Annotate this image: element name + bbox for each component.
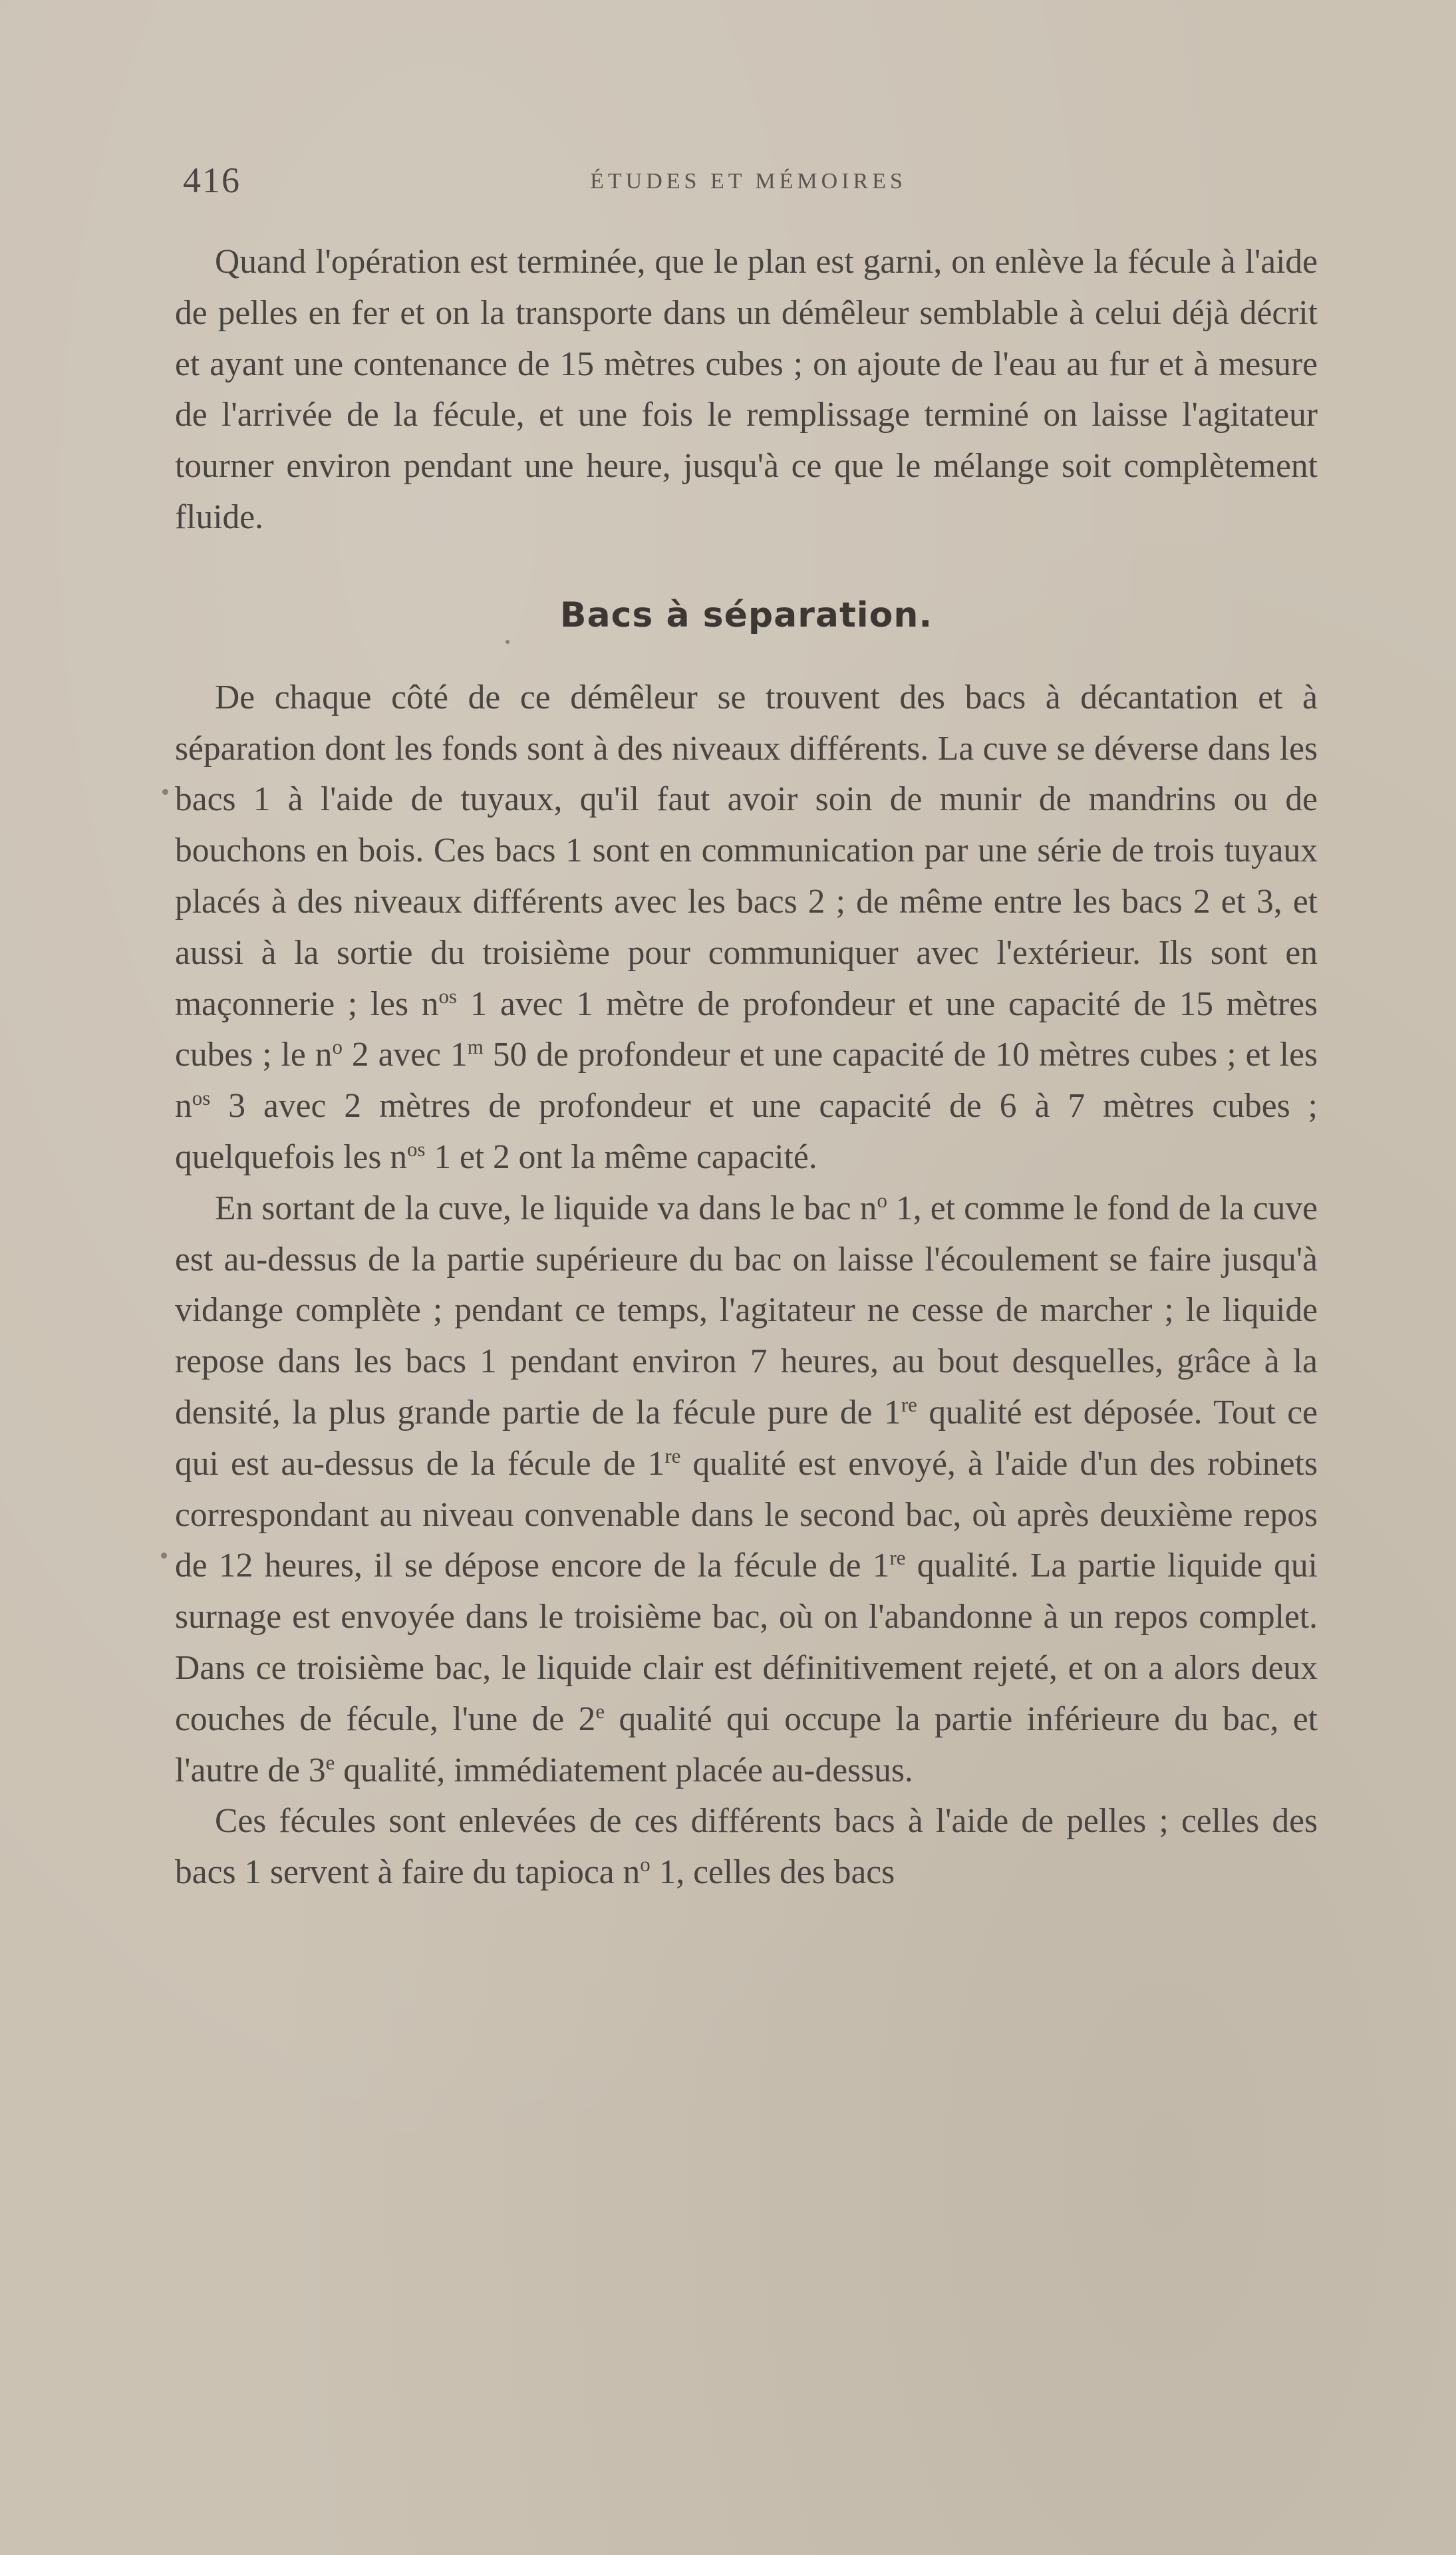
body-text <box>175 237 1318 1898</box>
section-heading: Bacs à séparation. <box>559 595 933 635</box>
paragraph-text: Quand l'opération est terminée, que le plan est garni, on enlève la fécule à l'aide de pelles en fer et on la transporte dans un démêleur semblable à celui déjà décrit et ayant une contenance de 15 mètres cubes ; on ajoute de l'eau au fur et à mesure de l'arrivée de la fécule, et une fois le remplissage terminé on laisse l'agitateur tourner environ pendant une heure, jusqu'à ce que le mélange soit complètement fluide. <box>175 243 1318 536</box>
text-run: qualité. La partie liquide qui surnage est envoyée dans le troisième bac, où on l'abandonne à un repos complet. Dans ce troisième bac, le liquide clair est définitivement rejeté, et on a alors deux couches de fécule, l'une de 2 <box>175 1547 1318 1738</box>
paragraph-cuve <box>175 1183 1318 1797</box>
superscript: re <box>901 1392 917 1416</box>
text-run: 1 avec 1 mètre de profondeur et une capacité de 15 mètres cubes ; le n <box>175 984 1318 1074</box>
text-run: 1, et comme le fond de la cuve est au-dessus de la partie supérieure du bac on laisse l'écoulement se faire jusqu'à vidange complète ; pendant ce temps, l'agitateur ne cesse de marcher ; le liquide repose dans les bacs 1 pendant environ 7 heures, au bout desquelles, grâce à la densité, la plus grande partie de la fécule pure de 1 <box>175 1189 1318 1431</box>
superscript: re <box>664 1443 681 1467</box>
superscript: o <box>640 1852 651 1876</box>
page-number: 416 <box>183 160 241 200</box>
text-run: 1 et 2 ont la même capacité. <box>425 1137 817 1176</box>
text-run: De chaque côté de ce démêleur se trouvent des bacs à décantation et à séparation dont les fonds sont à des niveaux différents. La cuve se déverse dans les bacs 1 à l'aide de tuyaux, qu'il faut avoir soin de munir de mandrins ou de bouchons en bois. Ces bacs 1 sont en communication par une série de trois tuyaux placés à des niveaux différents avec les bacs 2 ; de même entre les bacs 2 et 3, et aussi à la sortie du troisième pour communiquer avec l'extérieur. Ils sont en maçonnerie ; les n <box>175 678 1318 1023</box>
text-run: qualité est envoyé, à l'aide d'un des robinets correspondant au niveau convenable dans le second bac, où après deuxième repos de 12 heures, il se dépose encore de la fécule de 1 <box>175 1444 1318 1585</box>
text-run: qualité, immédiatement placée au-dessus. <box>335 1751 913 1789</box>
page-header <box>176 160 1320 206</box>
text-run: Ces fécules sont enlevées de ces différents bacs à l'aide de pelles ; celles des bacs 1 servent à faire du tapioca n <box>175 1802 1318 1892</box>
text-run: En sortant de la cuve, le liquide va dans le bac n <box>215 1189 877 1227</box>
superscript: re <box>889 1546 906 1570</box>
text-run: 2 avec 1 <box>342 1036 468 1074</box>
paper-speck <box>506 640 510 644</box>
running-title: ÉTUDES ET MÉMOIRES <box>590 169 907 194</box>
paper-speck <box>161 1553 167 1559</box>
superscript: os <box>406 1137 426 1161</box>
superscript: e <box>325 1750 335 1774</box>
text-run: qualité qui occupe la partie inférieure du bac, et l'autre de 3 <box>175 1700 1318 1789</box>
text-run: 50 de profondeur et une capacité de 10 mètres cubes ; et les n <box>175 1036 1318 1126</box>
paragraph-fecules <box>175 1796 1318 1898</box>
text-run: 3 avec 2 mètres de profondeur et une capacité de 6 à 7 mètres cubes ; quelquefois les n <box>175 1087 1318 1176</box>
superscript: os <box>192 1086 211 1110</box>
superscript: e <box>595 1699 605 1723</box>
paragraph-bacs <box>175 673 1318 1183</box>
text-run: qualité est déposée. Tout ce qui est au-dessus de la fécule de 1 <box>175 1393 1318 1483</box>
paragraph-operation <box>175 237 1318 543</box>
text-run: 1, celles des bacs <box>650 1853 895 1892</box>
superscript: m <box>467 1035 484 1059</box>
paper-speck <box>162 789 168 795</box>
superscript: o <box>877 1188 887 1212</box>
superscript: os <box>438 984 457 1008</box>
superscript: o <box>332 1035 343 1059</box>
